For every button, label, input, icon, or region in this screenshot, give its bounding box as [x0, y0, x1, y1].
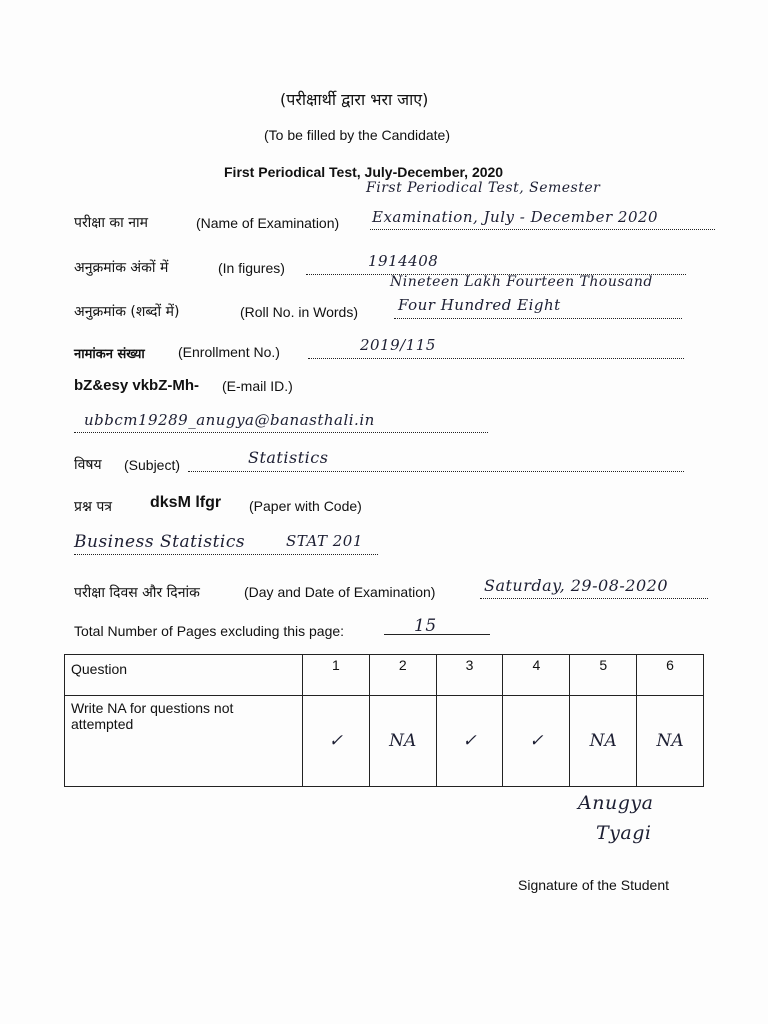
question-number-1: 1 — [303, 655, 370, 696]
exam-name-value-line1: First Periodical Test, Semester — [366, 180, 601, 196]
signature-name-line1: Anugya — [578, 792, 654, 814]
email-label: (E-mail ID.) — [222, 378, 293, 394]
answer-mark-3: ✓ — [436, 696, 503, 787]
enrollment-value: 2019/115 — [360, 336, 436, 354]
exam-date-label-hindi: परीक्षा दिवस और दिनांक — [74, 585, 200, 601]
roll-figures-label: (In figures) — [218, 260, 285, 276]
exam-date-label: (Day and Date of Examination) — [244, 584, 436, 600]
signature-name-line2: Tyagi — [596, 822, 652, 844]
exam-name-label: (Name of Examination) — [196, 215, 340, 231]
test-title: First Periodical Test, July-December, 2020 — [224, 164, 504, 180]
roll-words-label: (Roll No. in Words) — [240, 304, 358, 320]
roll-figures-label-hindi: अनुक्रमांक अंकों में — [74, 260, 169, 276]
answer-row-label: Write NA for questions not attempted — [65, 696, 303, 787]
roll-figures-dotted-line — [306, 260, 686, 275]
email-value: ubbcm19289_anugya@banasthali.in — [84, 411, 375, 429]
signature-caption: Signature of the Student — [518, 877, 669, 893]
paper-value-name: Business Statistics — [74, 532, 246, 552]
question-number-4: 4 — [503, 655, 570, 696]
pages-value: 15 — [414, 616, 437, 636]
subject-value: Statistics — [248, 448, 329, 467]
question-number-2: 2 — [369, 655, 436, 696]
question-number-3: 3 — [436, 655, 503, 696]
pages-underline — [384, 634, 490, 635]
answer-row — [65, 696, 704, 787]
subject-label-hindi: विषय — [74, 457, 102, 473]
pages-label: Total Number of Pages excluding this page: — [74, 623, 345, 639]
email-label-legacy: bZ&esy vkbZ-Mh- — [74, 377, 200, 394]
question-header-label: Question — [65, 655, 303, 696]
exam-name-label-hindi: परीक्षा का नाम — [74, 215, 149, 231]
question-table — [64, 654, 704, 787]
header-hindi-title: (परीक्षार्थी द्वारा भरा जाए) — [280, 90, 429, 109]
answer-mark-5: NA — [570, 696, 637, 787]
question-number-6: 6 — [637, 655, 704, 696]
exam-name-value-line2: Examination, July - December 2020 — [372, 208, 659, 226]
subject-label: (Subject) — [124, 457, 181, 473]
exam-date-value: Saturday, 29-08-2020 — [484, 576, 668, 595]
answer-mark-4: ✓ — [503, 696, 570, 787]
header-english-title: (To be filled by the Candidate) — [264, 127, 450, 143]
enrollment-label-hindi: नामांकन संख्या — [74, 347, 145, 362]
paper-label: (Paper with Code) — [249, 498, 362, 514]
paper-label-hindi: प्रश्न पत्र — [74, 499, 112, 515]
roll-words-value-line1: Nineteen Lakh Fourteen Thousand — [390, 274, 653, 290]
enrollment-label: (Enrollment No.) — [178, 344, 280, 360]
roll-words-value-line2: Four Hundred Eight — [398, 296, 561, 314]
question-header-row — [65, 655, 704, 696]
answer-mark-1: ✓ — [303, 696, 370, 787]
question-number-5: 5 — [570, 655, 637, 696]
answer-mark-2: NA — [369, 696, 436, 787]
roll-words-label-hindi: अनुक्रमांक (शब्दों में) — [74, 304, 180, 320]
answer-mark-6: NA — [637, 696, 704, 787]
paper-label-legacy: dksM lfgr — [150, 494, 222, 511]
roll-figures-value: 1914408 — [368, 252, 439, 270]
paper-value-code: STAT 201 — [286, 532, 363, 550]
